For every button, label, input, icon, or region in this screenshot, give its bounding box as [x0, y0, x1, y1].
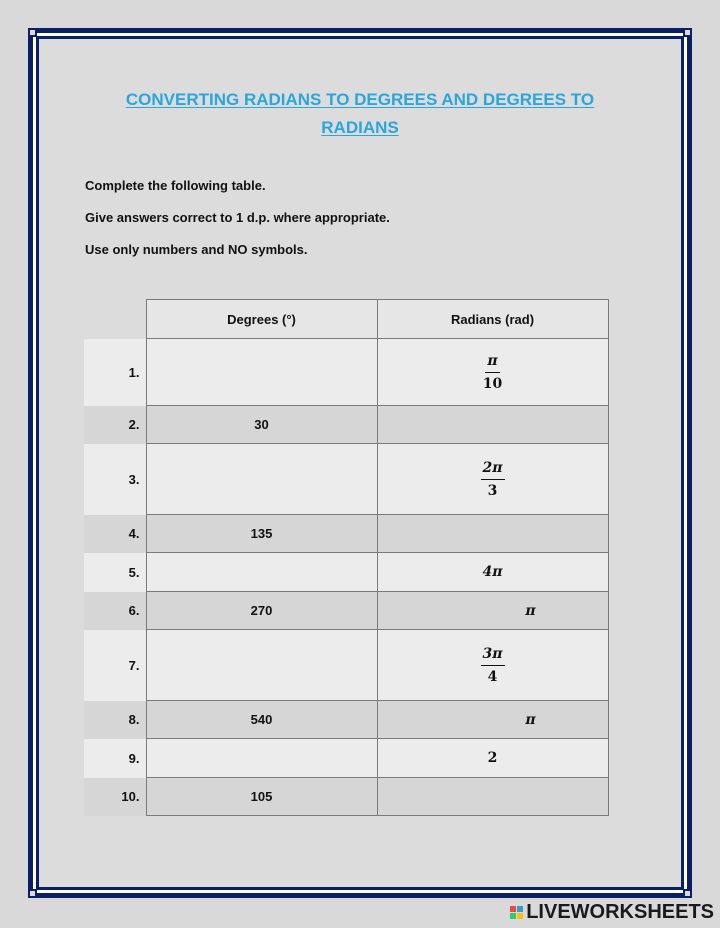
- fraction-numerator: 2π: [481, 459, 505, 480]
- radians-suffix: π: [525, 602, 536, 619]
- instruction-1: Complete the following table.: [85, 178, 266, 193]
- frame-corner-bl: [28, 889, 37, 898]
- fraction-numerator: 3π: [481, 645, 505, 666]
- radians-answer-field[interactable]: [377, 515, 608, 553]
- table-header-row: [84, 300, 608, 339]
- worksheet-title: [60, 86, 660, 142]
- instruction-2: Give answers correct to 1 d.p. where appropriate.: [85, 210, 390, 225]
- radians-value: 2: [487, 750, 498, 766]
- fraction-denominator: 3: [487, 482, 498, 499]
- row-number: 9.: [84, 739, 146, 778]
- table-row: [84, 592, 608, 630]
- table-row: [84, 630, 608, 701]
- conversion-table: [84, 299, 609, 816]
- frame-corner-br: [683, 889, 692, 898]
- degrees-cell: 270: [146, 592, 377, 630]
- radians-answer-field[interactable]: [377, 701, 608, 739]
- degrees-answer-field[interactable]: [146, 630, 377, 701]
- title-line-2: RADIANS: [321, 118, 399, 137]
- table-row: [84, 553, 608, 592]
- degrees-cell: 30: [146, 406, 377, 444]
- degrees-cell: 135: [146, 515, 377, 553]
- row-number: 5.: [84, 553, 146, 592]
- table-row: [84, 406, 608, 444]
- row-number: 7.: [84, 630, 146, 701]
- liveworksheets-logo-icon: [510, 906, 523, 919]
- row-number: 10.: [84, 778, 146, 816]
- instruction-3: Use only numbers and NO symbols.: [85, 242, 308, 257]
- row-number: 8.: [84, 701, 146, 739]
- radians-answer-field[interactable]: [377, 592, 608, 630]
- radians-cell: [377, 739, 608, 778]
- row-number: 4.: [84, 515, 146, 553]
- radians-cell: [377, 444, 608, 515]
- degrees-answer-field[interactable]: [146, 444, 377, 515]
- header-degrees: Degrees (°): [146, 300, 377, 339]
- table-row: [84, 515, 608, 553]
- radians-cell: [377, 630, 608, 701]
- table-row: [84, 339, 608, 406]
- degrees-answer-field[interactable]: [146, 339, 377, 406]
- radians-fraction: [483, 352, 502, 393]
- row-number: 1.: [84, 339, 146, 406]
- row-number: 2.: [84, 406, 146, 444]
- radians-suffix: π: [525, 711, 536, 728]
- table-row: [84, 701, 608, 739]
- header-blank: [84, 300, 146, 339]
- radians-fraction: [481, 459, 505, 500]
- instructions: [85, 176, 390, 272]
- degrees-cell: 105: [146, 778, 377, 816]
- radians-fraction: [481, 645, 505, 686]
- degrees-answer-field[interactable]: [146, 739, 377, 778]
- table-row: [84, 444, 608, 515]
- row-number: 6.: [84, 592, 146, 630]
- table-row: [84, 739, 608, 778]
- table-row: [84, 778, 608, 816]
- header-radians: Radians (rad): [377, 300, 608, 339]
- radians-answer-field[interactable]: [377, 406, 608, 444]
- degrees-answer-field[interactable]: [146, 553, 377, 592]
- degrees-cell: 540: [146, 701, 377, 739]
- fraction-denominator: 10: [482, 375, 503, 392]
- radians-cell: [377, 553, 608, 592]
- radians-answer-field[interactable]: [377, 778, 608, 816]
- fraction-denominator: 4: [487, 668, 498, 685]
- title-line-1: CONVERTING RADIANS TO DEGREES AND DEGREES TO: [125, 90, 595, 109]
- fraction-numerator: π: [485, 352, 499, 373]
- frame-corner-tr: [683, 28, 692, 37]
- liveworksheets-brand: [510, 901, 714, 924]
- row-number: 3.: [84, 444, 146, 515]
- frame-corner-tl: [28, 28, 37, 37]
- brand-text: LIVEWORKSHEETS: [526, 901, 714, 923]
- radians-value: 4π: [482, 564, 503, 580]
- radians-cell: [377, 339, 608, 406]
